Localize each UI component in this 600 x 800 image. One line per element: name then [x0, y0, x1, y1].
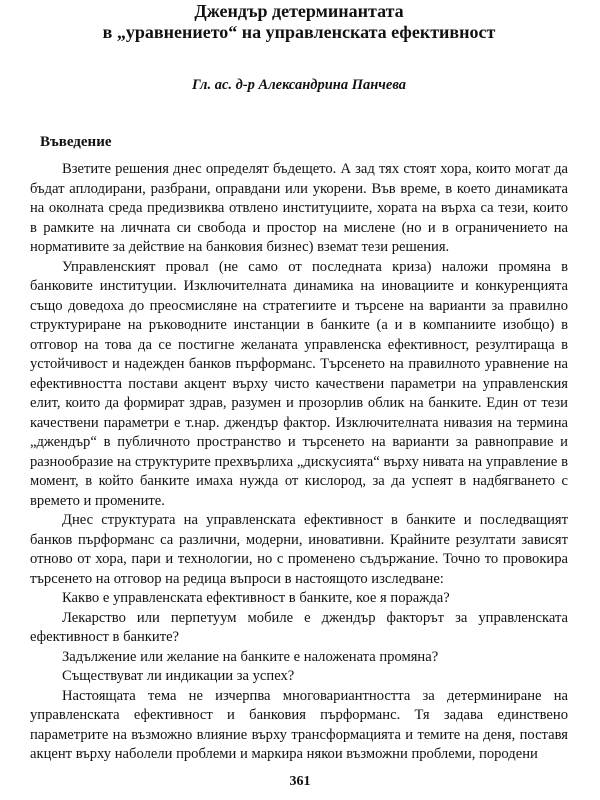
paragraph-closing: Настоящата тема не изчерпва многовариантността за детерминиране на управленската ефективност и банковия пърформанс. Тя задава единствено параметрите на възможно влияние върху трансформацията и темите на деня, поставя акцент върху наболели проблеми и маркира някои възможни проблеми, породени — [30, 687, 568, 762]
title-line-2: в „уравнението“ на управленската ефективност — [102, 22, 496, 42]
title-line-1: Джендър детерминантата — [194, 1, 404, 21]
question-4: Съществуват ли индикации за успех? — [62, 668, 295, 684]
page-number: 361 — [289, 774, 311, 789]
section-heading: Въведение — [40, 134, 112, 150]
question-3: Задължение или желание на банките е наложената промяна? — [62, 648, 439, 665]
author-line: Гл. ас. д-р Александрина Панчева — [192, 77, 406, 93]
question-2: Лекарство или перпетуум мобиле е джендър факторът за управленската ефективност в банките? — [30, 609, 568, 645]
paragraph-3: Днес структурата на управленската ефективност в банките и последващият банков пърформанс са различни, модерни, иновативни. Крайните резултати зависят отново от хора, пари и технологии, но с променено съдържание. Точно то провокира търсенето на отговор на редица въпроси в настоящото изследване: — [30, 512, 568, 587]
paragraph-1: Взетите решения днес определят бъдещето. А зад тях стоят хора, които могат да бъдат аплодирани, разбрани, оправдани или укорени. Във време, в което динамиката на околната среда предизвиква отвлено институциите, хората на върха са тези, които в рамките на личната си свобода и простор на мислене (но и в ограничението на нормативите за действие на банковия бизнес) вземат тези решения. — [30, 161, 568, 255]
article-title — [30, 0, 568, 43]
body-text — [30, 160, 568, 765]
question-1: Какво е управленската ефективност в банките, кое я поражда? — [62, 590, 450, 606]
paragraph-2: Управленският провал (не само от последната криза) наложи промяна в банковите институции. Изключителната динамика на иновациите и конкуренцията също доведоха до преосмисляне на стратегиите и търсене на варианти за правилно структуриране на ръководните инстанции в банките (а и в компаниите изобщо) в отговор на това да се постигне желаната управленска ефективност, резултираща в устойчивост и надежден банков пърформанс. Търсенето на правилното уравнение на ефективността постави акцент върху чисто качествени параметри на управленския елит, които да формират здрав, разумен и прозорлив облик на банките. Един от тези качествени параметри е т.нар. джендър фактор. Изключителната нивазия на термина „джендър“ в публичното пространство и търсенето на варианти за равноправие и разнообразие на структурите прехвърлиха „дискусията“ върху нивата на управление в момент, в който банките имаха нужда от кислород, за да успеят в надбягването с времето и промените. — [30, 258, 568, 509]
